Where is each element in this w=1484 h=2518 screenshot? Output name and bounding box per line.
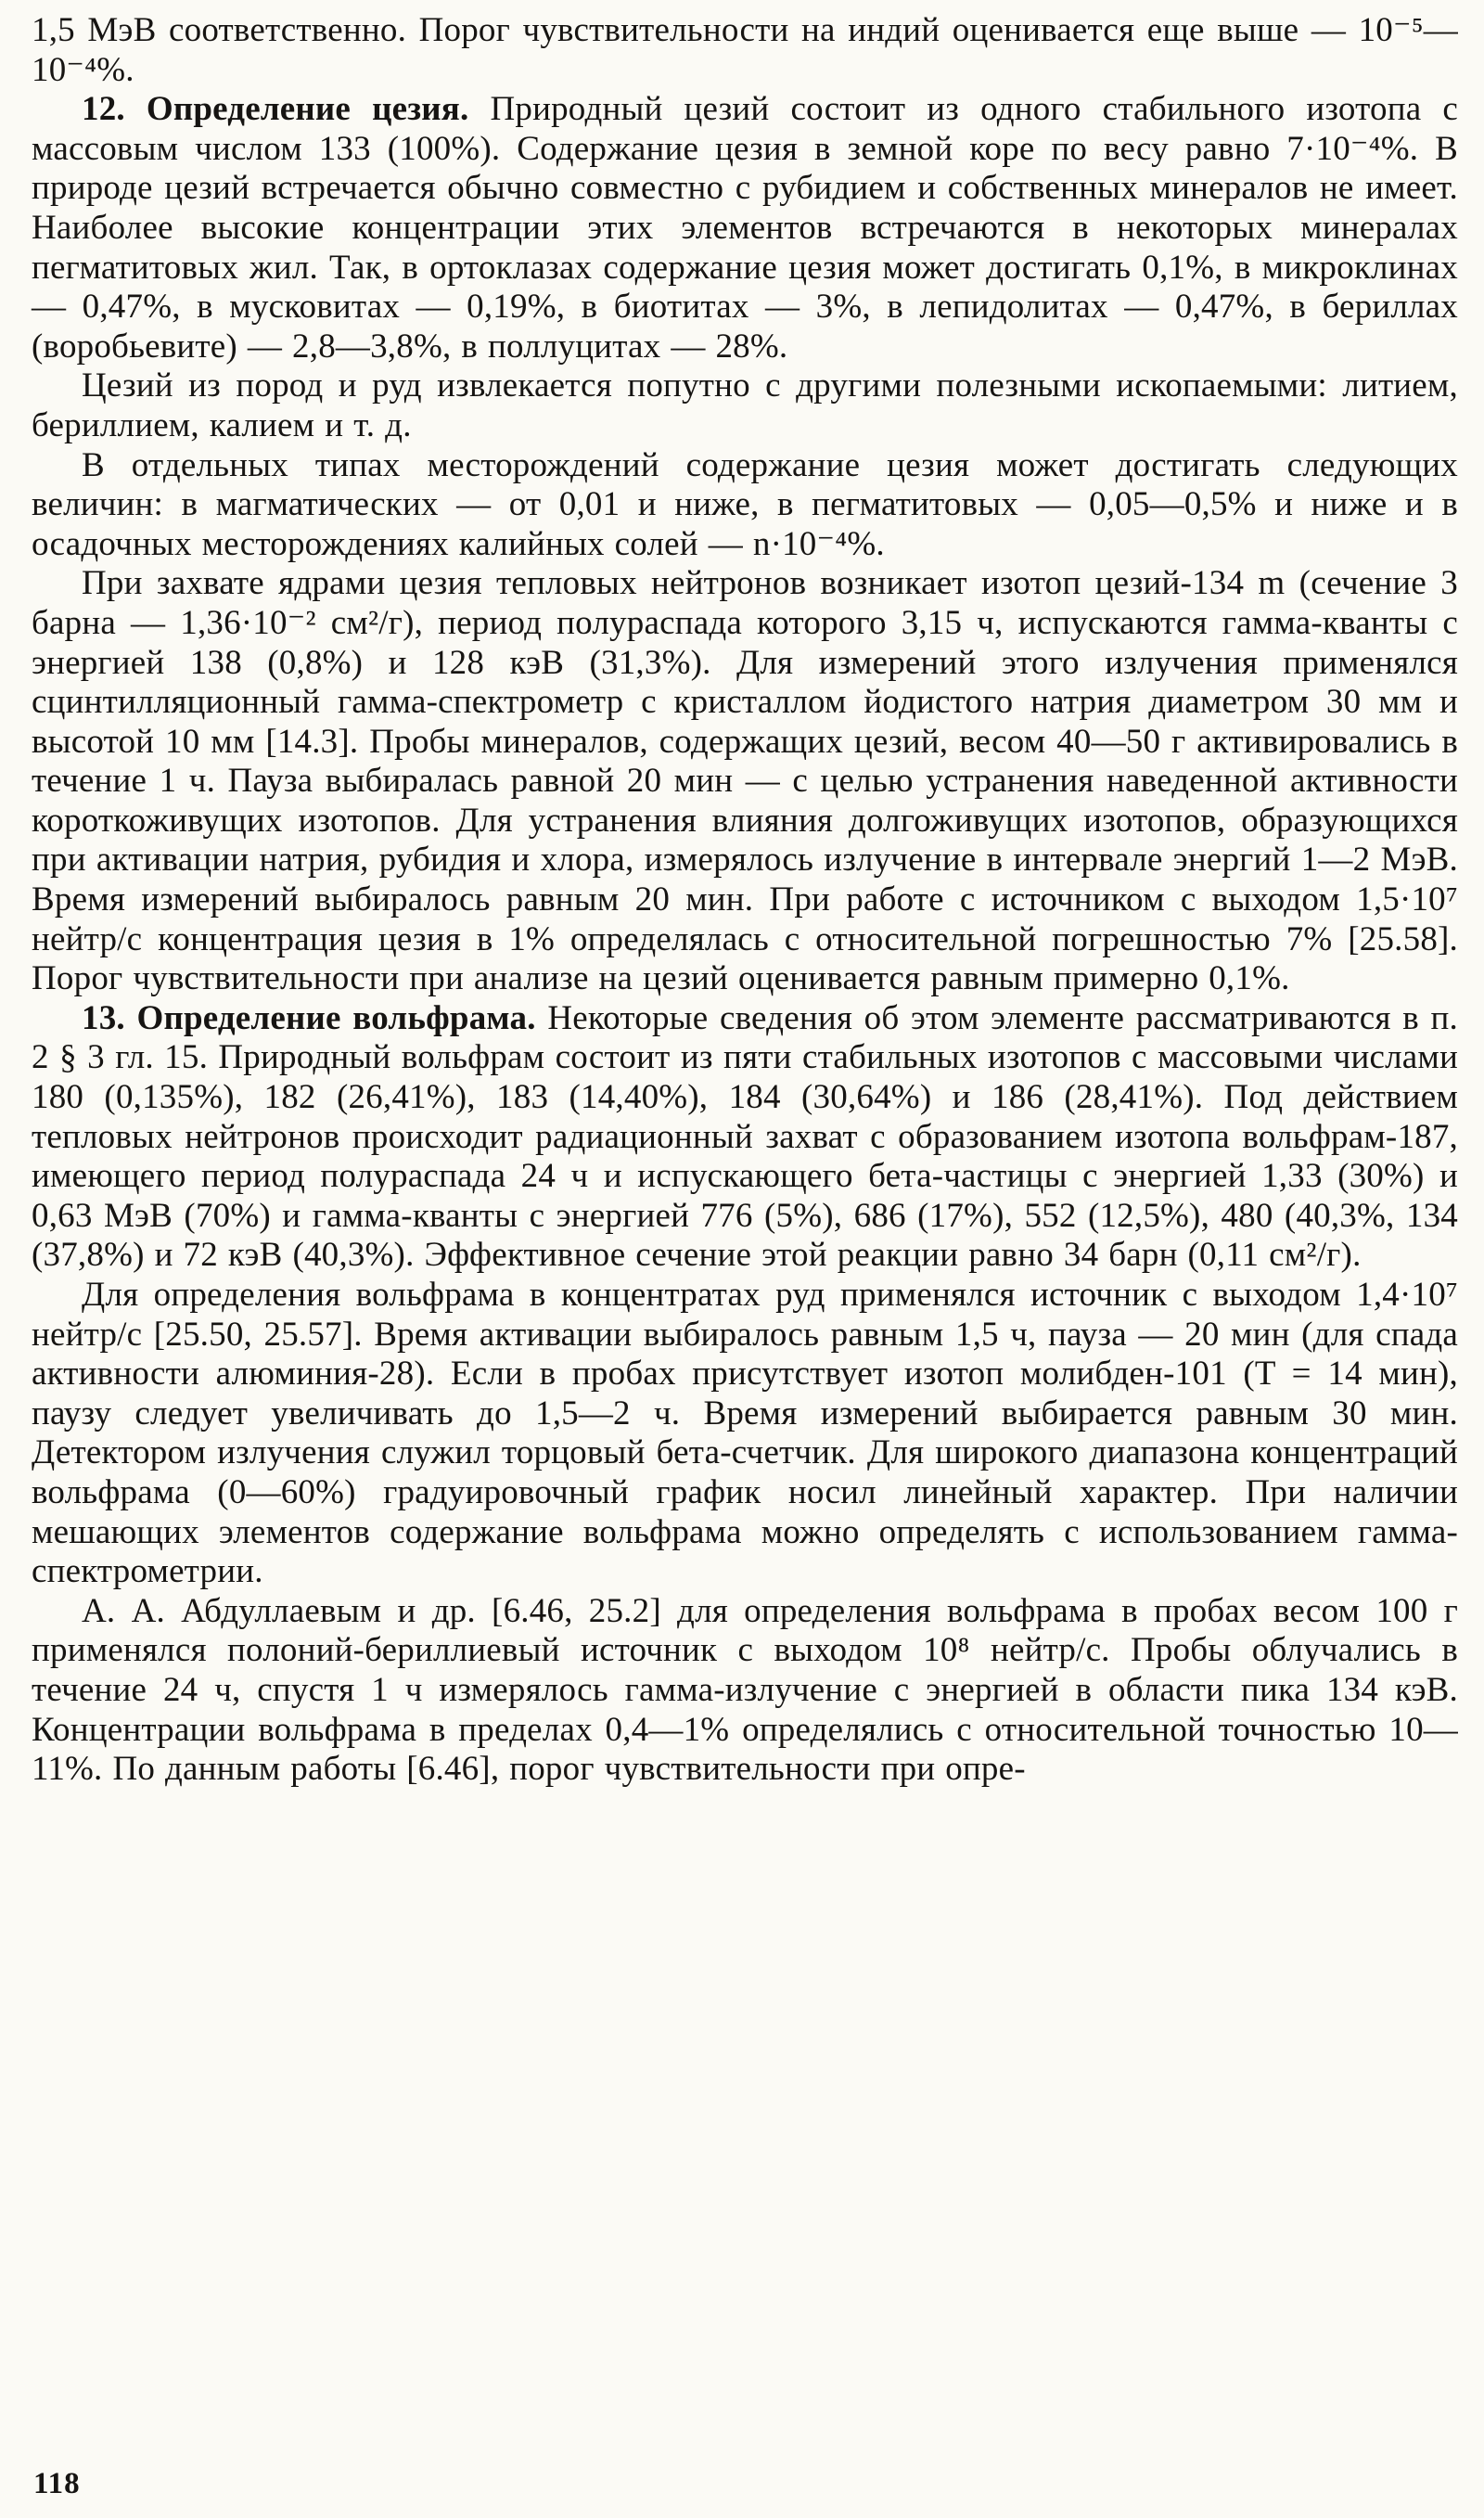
- paragraph: [32, 1276, 1458, 1592]
- paragraph-text: Цезий из пород и руд извлекается попутно с другими полезными ископаемыми: литием, бериллием, калием и т. д.: [32, 366, 1458, 444]
- paragraph: [32, 1592, 1458, 1790]
- section-heading-tungsten: 13. Определение вольфрама.: [82, 998, 536, 1037]
- paragraph-text: В отдельных типах месторождений содержание цезия может достигать следующих величин: в магматических — от 0,01 и ниже, в пегматитовых — 0,05—0,5% и ниже и в осадочных месторождениях калийных солей — n·10⁻⁴%.: [32, 445, 1458, 563]
- paragraph-text: А. А. Абдуллаевым и др. [6.46, 25.2] для определения вольфрама в пробах весом 100 г применялся полоний-бериллиевый источник с выходом 10⁸ нейтр/с. Пробы облучались в течение 24 ч, спустя 1 ч измерялось гамма-излучение с энергией в области пика 134 кэВ. Концентрации вольфрама в пределах 0,4—1% определялись с относительной точностью 10—11%. По данным работы [6.46], порог чувствительности при опре-: [32, 1591, 1458, 1789]
- paragraph-text: Некоторые сведения об этом элементе рассматриваются в п. 2 § 3 гл. 15. Природный вольфрам состоит из пяти стабильных изотопов с массовыми числами 180 (0,135%), 182 (26,41%), 183 (14,40%), 184 (30,64%) и 186 (28,41%). Под действием тепловых нейтронов происходит радиационный захват с образованием изотопа вольфрам-187, имеющего период полураспада 24 ч и испускающего бета-частицы с энергией 1,33 (30%) и 0,63 МэВ (70%) и гамма-кванты с энергией 776 (5%), 686 (17%), 552 (12,5%), 480 (40,3%, 134 (37,8%) и 72 кэВ (40,3%). Эффективное сечение этой реакции равно 34 барн (0,11 см²/г).: [32, 998, 1458, 1275]
- paragraph-text: 1,5 МэВ соответственно. Порог чувствительности на индий оценивается еще выше — 10⁻⁵—10⁻⁴%.: [32, 11, 1458, 89]
- page-number: 118: [33, 2467, 81, 2500]
- section-heading-cesium: 12. Определение цезия.: [82, 90, 469, 129]
- paragraph: [32, 999, 1458, 1276]
- paragraph: [32, 11, 1458, 90]
- paragraph-text: При захвате ядрами цезия тепловых нейтронов возникает изотоп цезий-134 m (сечение 3 барна — 1,36·10⁻² см²/г), период полураспада которого 3,15 ч, испускаются гамма-кванты с энергией 138 (0,8%) и 128 кэВ (31,3%). Для измерений этого излучения применялся сцинтилляционный гамма-спектрометр с кристаллом йодистого натрия диаметром 30 мм и высотой 10 мм [14.3]. Пробы минералов, содержащих цезий, весом 40—50 г активировались в течение 1 ч. Пауза выбиралась равной 20 мин — с целью устранения наведенной активности короткоживущих изотопов. Для устранения влияния долгоживущих изотопов, образующихся при активации натрия, рубидия и хлора, измерялось излучение в интервале энергий 1—2 МэВ. Время измерений выбиралось равным 20 мин. При работе с источником с выходом 1,5·10⁷ нейтр/с концентрация цезия в 1% определялась с относительной погрешностью 7% [25.58]. Порог чувствительности при анализе на цезий оценивается равным примерно 0,1%.: [32, 564, 1458, 998]
- paragraph-text: Для определения вольфрама в концентратах руд применялся источник с выходом 1,4·10⁷ нейтр/с [25.50, 25.57]. Время активации выбиралось равным 1,5 ч, пауза — 20 мин (для спада активности алюминия-28). Если в пробах присутствует изотоп молибден-101 (T = 14 мин), паузу следует увеличивать до 1,5—2 ч. Время измерений выбирается равным 30 мин. Детектором излучения служил торцовый бета-счетчик. Для широкого диапазона концентраций вольфрама (0—60%) градуировочный график носил линейный характер. При наличии мешающих элементов содержание вольфрама можно определять с использованием гамма-спектрометрии.: [32, 1276, 1458, 1591]
- paragraph: [32, 90, 1458, 366]
- paragraph: [32, 366, 1458, 445]
- paragraph: [32, 564, 1458, 999]
- paragraph: [32, 446, 1458, 565]
- paragraph-text: Природный цезий состоит из одного стабильного изотопа с массовым числом 133 (100%). Содержание цезия в земной коре по весу равно 7·10⁻⁴%. В природе цезий встречается обычно совместно с рубидием и собственных минералов не имеет. Наиболее высокие концентрации этих элементов встречаются в некоторых минералах пегматитовых жил. Так, в ортоклазах содержание цезия может достигать 0,1%, в микроклинах — 0,47%, в мусковитах — 0,19%, в биотитах — 3%, в лепидолитах — 0,47%, в бериллах (воробьевите) — 2,8—3,8%, в поллуцитах — 28%.: [32, 90, 1458, 366]
